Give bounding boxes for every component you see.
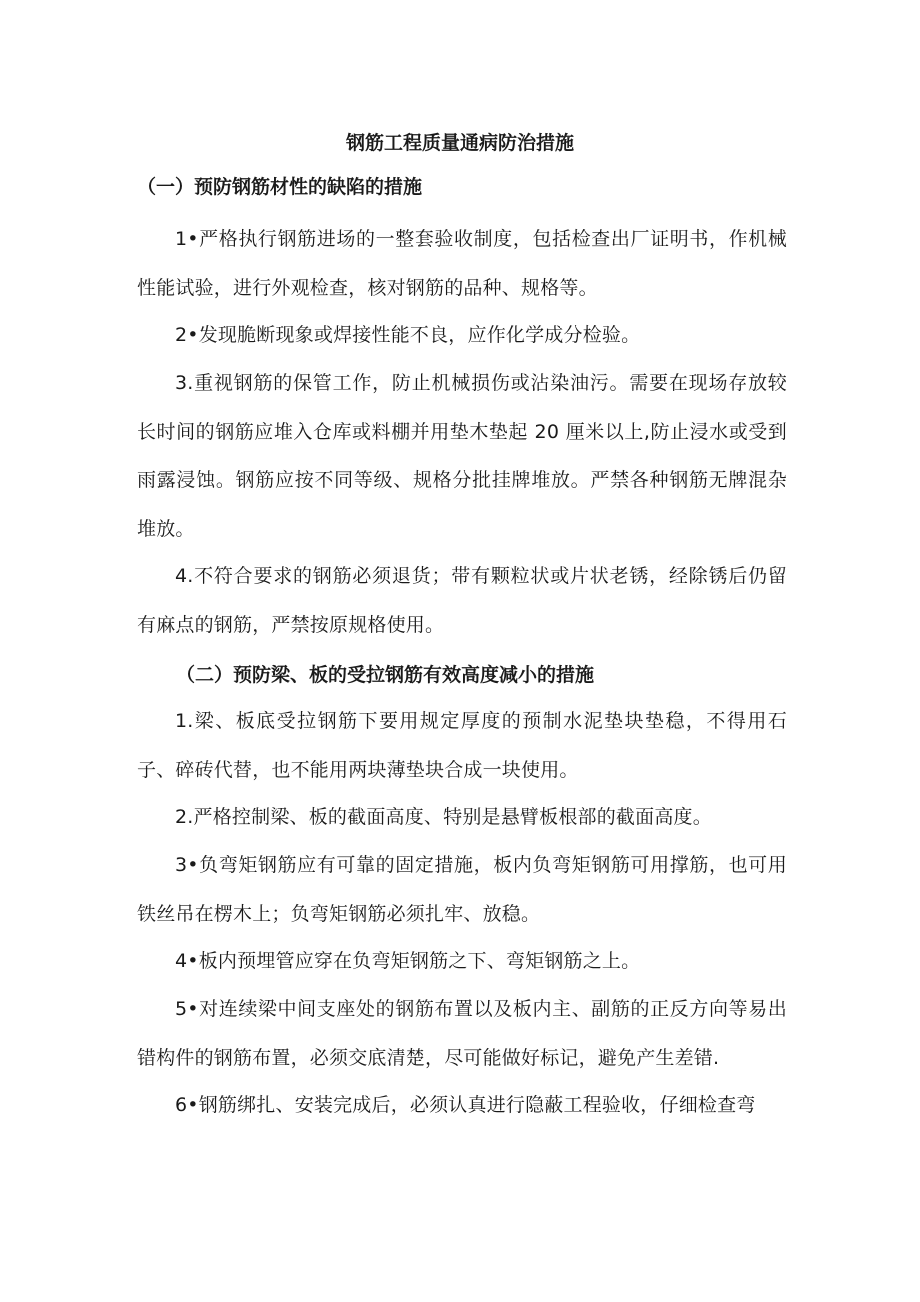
section2-item-3: 3•负弯矩钢筋应有可靠的固定措施，板内负弯矩钢筋可用撑筋，也可用铁丝吊在楞木上；负弯矩钢筋必须扎牢、放稳。: [137, 854, 787, 925]
section2-item-4: 4•板内预埋管应穿在负弯矩钢筋之下、弯矩钢筋之上。: [175, 950, 641, 972]
section-heading-1: （一）预防钢筋材性的缺陷的措施: [137, 176, 423, 198]
section2-item-6: 6•钢筋绑扎、安装完成后，必须认真进行隐蔽工程验收，仔细检查弯: [175, 1094, 756, 1116]
section2-item-1: 1.梁、板底受拉钢筋下要用规定厚度的预制水泥垫块垫稳，不得用石子、碎砖代替，也不能用两块薄垫块合成一块使用。: [137, 710, 787, 781]
section2-item-5: 5•对连续梁中间支座处的钢筋布置以及板内主、副筋的正反方向等易出错构件的钢筋布置，必须交底清楚，尽可能做好标记，避免产生差错.: [137, 998, 787, 1069]
section-heading-2: （二）预防梁、板的受拉钢筋有效高度减小的措施: [176, 664, 595, 686]
document-title: 钢筋工程质量通病防治措施: [345, 132, 574, 154]
section1-item-4: 4.不符合要求的钢筋必须退货；带有颗粒状或片状老锈，经除锈后仍留有麻点的钢筋，严禁按原规格使用。: [137, 565, 787, 636]
section1-item-2: 2•发现脆断现象或焊接性能不良，应作化学成分检验。: [175, 324, 641, 346]
section1-item-3: 3.重视钢筋的保管工作，防止机械损伤或沾染油污。需要在现场存放较长时间的钢筋应堆入仓库或料棚并用垫木垫起 20 厘米以上,防止浸水或受到雨露浸蚀。钢筋应按不同等级、规格分批挂牌堆放。严禁各种钢筋无牌混杂堆放。: [137, 372, 787, 540]
section1-item-1: 1•严格执行钢筋进场的一整套验收制度，包括检查出厂证明书，作机械性能试验，进行外观检查，核对钢筋的品种、规格等。: [137, 228, 787, 299]
section2-item-2: 2.严格控制梁、板的截面高度、特别是悬臂板根部的截面高度。: [175, 806, 712, 828]
